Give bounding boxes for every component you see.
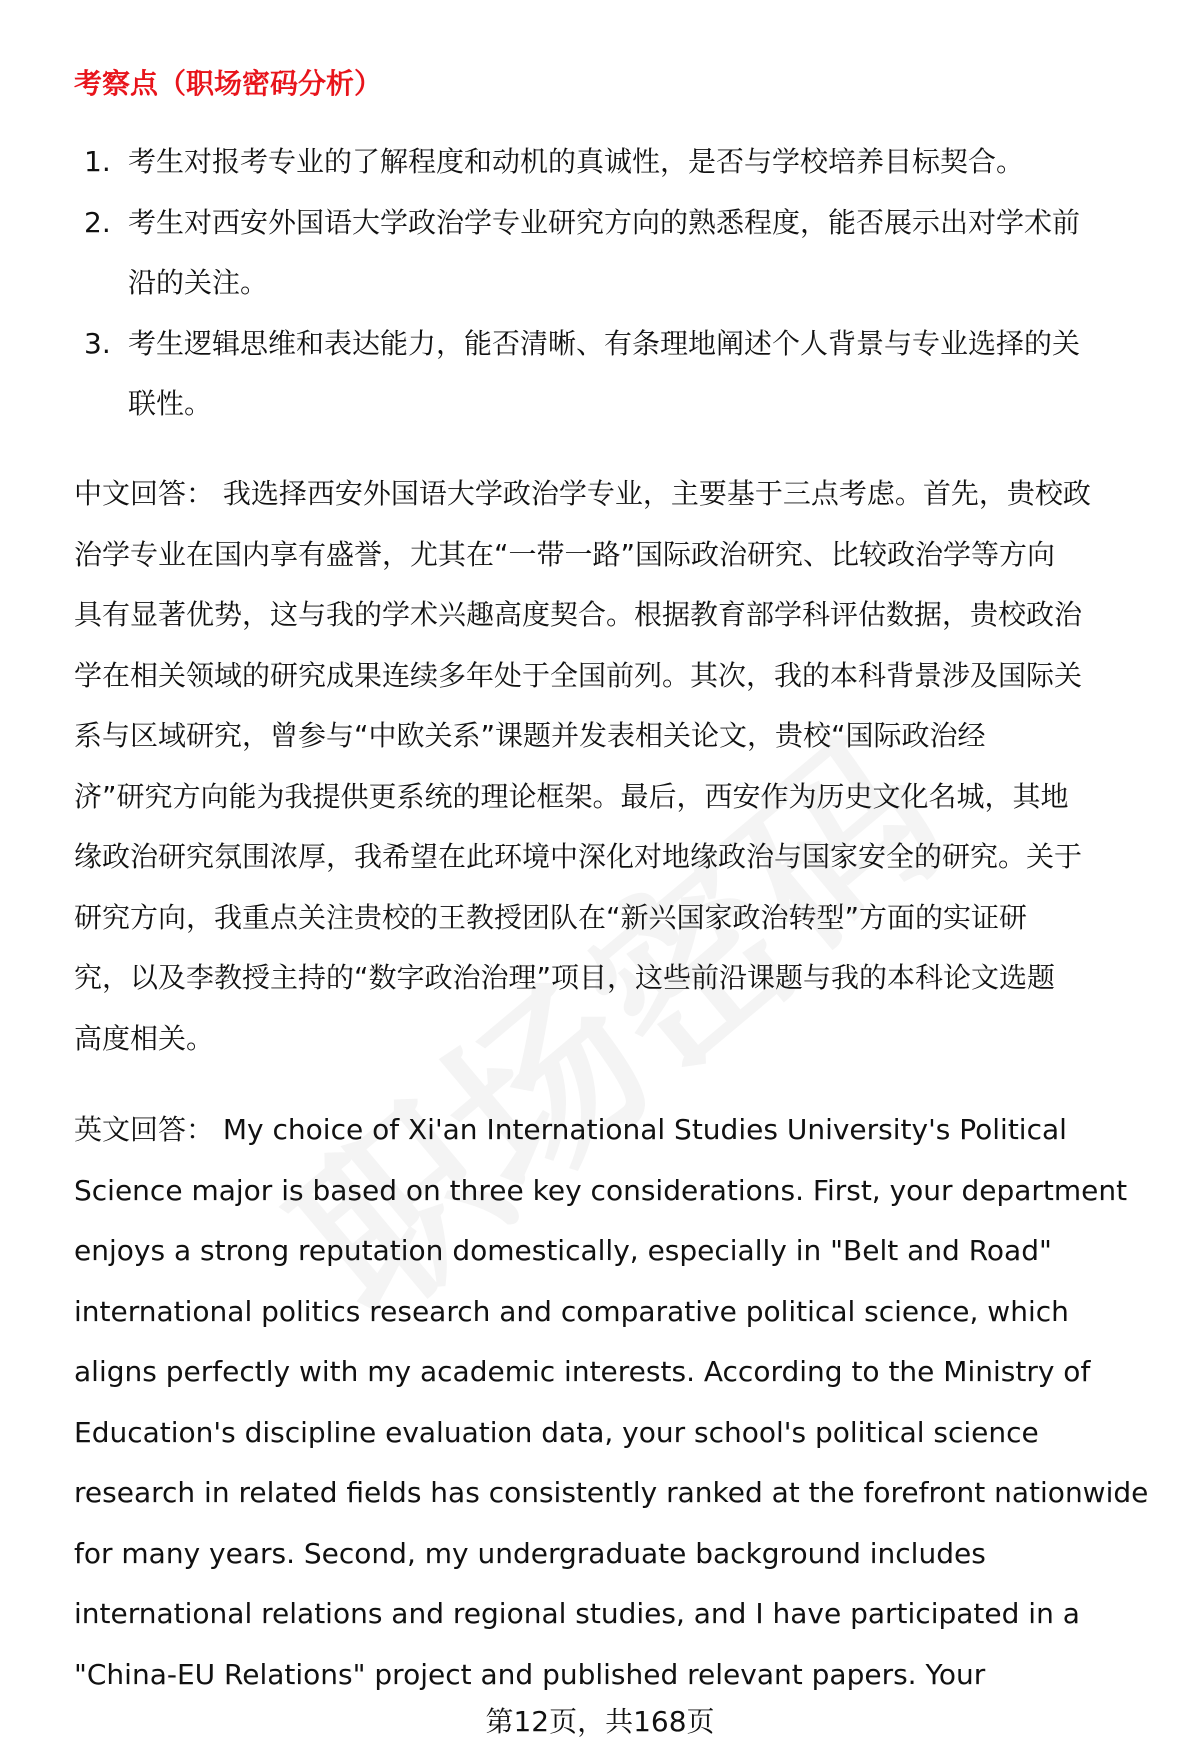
chinese-answer — [74, 464, 1184, 1069]
text-line: 缘政治研究氛围浓厚，我希望在此环境中深化对地缘政治与国家安全的研究。关于 — [74, 840, 1083, 873]
text-line: 研究方向，我重点关注贵校的王教授团队在“新兴国家政治转型”方面的实证研 — [74, 900, 1028, 934]
list-item — [84, 132, 1184, 193]
text-line: 具有显著优势，这与我的学术兴趣高度契合。根据教育部学科评估数据，贵校政治 — [74, 598, 1083, 631]
item-number: 1. — [84, 145, 111, 178]
text-line: research in related fields has consistently ranked at the forefront nationwide — [74, 1476, 1149, 1509]
text-line: 治学专业在国内享有盛誉，尤其在“一带一路”国际政治研究、比较政治学等方向 — [74, 537, 1056, 571]
text-line: 英文回答： My choice of Xi'an International Studies University's Political — [74, 1113, 1067, 1146]
text-line: "China-EU Relations" project and published relevant papers. Your — [74, 1657, 986, 1691]
text-line: enjoys a strong reputation domestically, especially in "Belt and Road" — [74, 1234, 1052, 1267]
item-text: 沿的关注。 — [128, 266, 269, 299]
text-line: Education's discipline evaluation data, your school's political science — [74, 1415, 1039, 1449]
text-line: 究，以及李教授主持的“数字政治治理”项目，这些前沿课题与我的本科论文选题 — [74, 961, 1056, 994]
item-text: 联性。 — [128, 387, 213, 420]
text-line: 高度相关。 — [74, 1021, 215, 1055]
list-item — [84, 193, 1184, 314]
item-text: 考生逻辑思维和表达能力，能否清晰、有条理地阐述个人背景与专业选择的关 — [128, 326, 1081, 360]
text-line: for many years. Second, my undergraduate background includes — [74, 1536, 986, 1570]
text-line: 济”研究方向能为我提供更系统的理论框架。最后，西安作为历史文化名城，其地 — [74, 779, 1069, 813]
item-number: 2. — [84, 205, 111, 239]
text-line: Science major is based on three key considerations. First, your department — [74, 1173, 1128, 1207]
section-title: 考察点（职场密码分析） — [74, 67, 383, 100]
list-item — [84, 314, 1184, 435]
text-line: international politics research and comparative political science, which — [74, 1294, 1069, 1328]
english-answer — [74, 1100, 1184, 1705]
text-line: 中文回答： 我选择西安外国语大学政治学专业，主要基于三点考虑。首先，贵校政 — [74, 477, 1091, 510]
text-line: aligns perfectly with my academic interests. According to the Ministry of — [74, 1355, 1091, 1388]
page-number: 第12页，共168页 — [485, 1705, 715, 1738]
item-number: 3. — [84, 326, 111, 360]
text-line: 学在相关领域的研究成果连续多年处于全国前列。其次，我的本科背景涉及国际关 — [74, 658, 1083, 692]
item-text: 考生对报考专业的了解程度和动机的真诚性，是否与学校培养目标契合。 — [128, 145, 1025, 178]
text-line: 系与区域研究，曾参与“中欧关系”课题并发表相关论文，贵校“国际政治经 — [74, 719, 986, 752]
item-text: 考生对西安外国语大学政治学专业研究方向的熟悉程度，能否展示出对学术前 — [128, 205, 1081, 239]
assessment-points-list — [84, 132, 1184, 435]
text-line: international relations and regional studies, and I have participated in a — [74, 1597, 1080, 1630]
